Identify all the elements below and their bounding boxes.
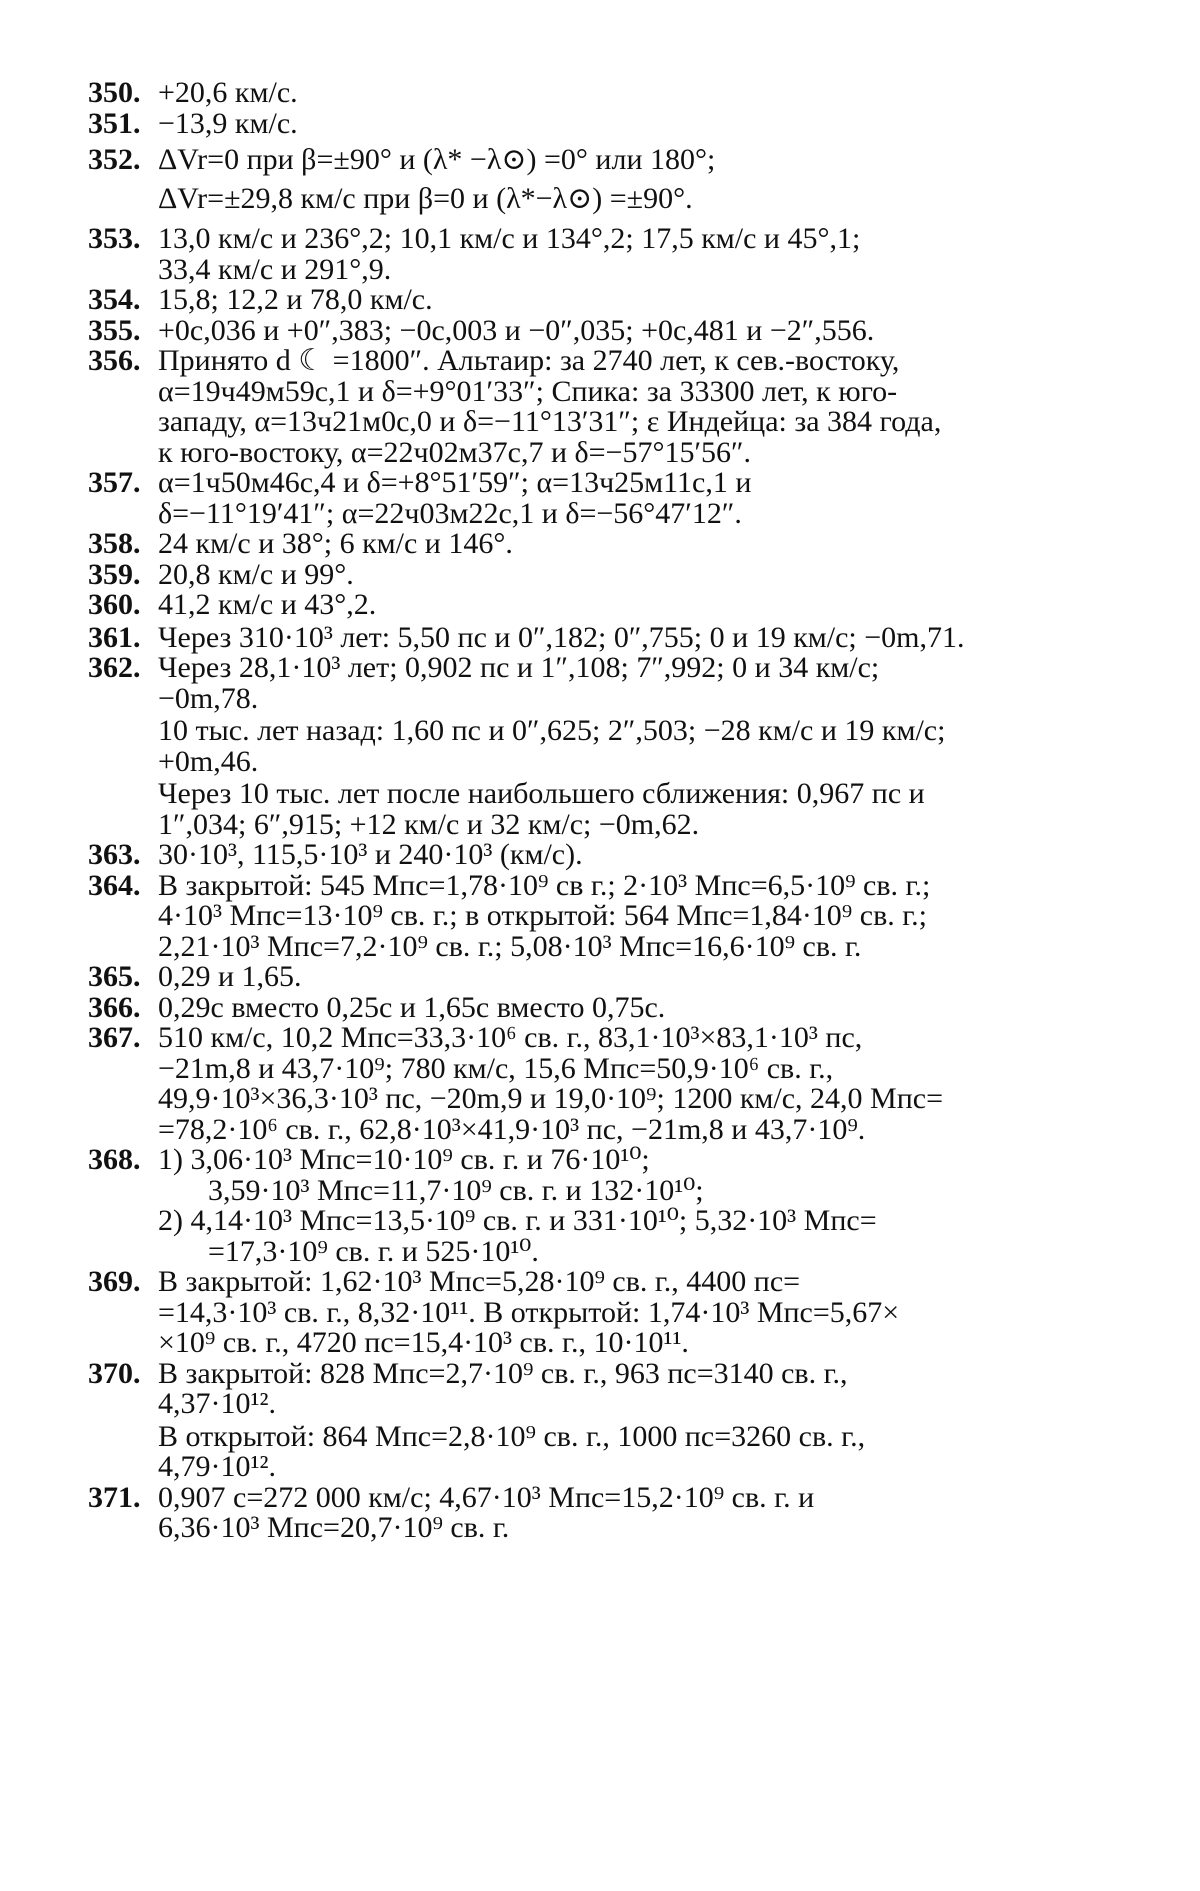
answer-text xyxy=(158,468,1118,529)
answer-number: 355. xyxy=(88,313,141,347)
answer-number: 352. xyxy=(88,143,141,176)
answer-number: 360. xyxy=(88,588,141,621)
answer-line: 0,907 c=272 000 км/с; 4,67·10³ Мпс=15,2·10⁹ св. г. и xyxy=(158,1480,815,1514)
answer-number: 354. xyxy=(88,283,141,316)
answer-entry xyxy=(88,620,1118,654)
answer-line: 10 тыс. лет назад: 1,60 пс и 0″,625; 2″,503; −28 км/с и 19 км/с; xyxy=(158,714,946,747)
answer-line: 2) 4,14·10³ Мпс=13,5·10⁹ св. г. и 331·10¹⁰; 5,32·10³ Мпс= xyxy=(158,1204,877,1237)
answer-entry xyxy=(88,840,1118,871)
answer-text xyxy=(158,529,1118,560)
answer-line: α=1ч50м46с,4 и δ=+8°51′59″; α=13ч25м11с,1 и xyxy=(158,466,752,499)
answer-number: 356. xyxy=(88,344,141,377)
answer-text xyxy=(158,557,1118,591)
answer-line: 30·10³, 115,5·10³ и 240·10³ (км/с). xyxy=(158,838,583,871)
answer-text xyxy=(158,1145,1118,1267)
answer-line: 15,8; 12,2 и 78,0 км/с. xyxy=(158,283,433,316)
answer-line: В закрытой: 1,62·10³ Мпс=5,28·10⁹ св. г., 4400 пс= xyxy=(158,1265,801,1298)
answer-line: 20,8 км/с и 99°. xyxy=(158,557,354,591)
answer-text xyxy=(158,590,1118,621)
answer-line: Принято d ☾ =1800″. Альтаир: за 2740 лет, к сев.-востоку, xyxy=(158,344,900,377)
answer-number: 358. xyxy=(88,527,141,560)
answer-entry xyxy=(88,529,1118,560)
answer-number: 364. xyxy=(88,868,141,902)
answer-text xyxy=(158,990,1118,1024)
answer-number: 357. xyxy=(88,466,141,499)
answer-line: 33,4 км/с и 291°,9. xyxy=(158,252,392,286)
answer-line: ΔVr=±29,8 км/с при β=0 и (λ*−λ⊙) =±90°. xyxy=(158,181,693,215)
answer-text xyxy=(158,313,1118,347)
answer-entry xyxy=(88,285,1118,316)
answer-entry xyxy=(88,145,1118,214)
answer-line: В закрытой: 828 Мпс=2,7·10⁹ св. г., 963 пс=3140 св. г., xyxy=(158,1356,848,1390)
answer-line: −0m,78. xyxy=(158,681,259,715)
answer-text xyxy=(158,145,1118,214)
answer-entry xyxy=(88,468,1118,529)
answer-text xyxy=(158,868,1118,963)
answer-line: +20,6 км/с. xyxy=(158,76,298,109)
answer-number: 366. xyxy=(88,990,141,1024)
answer-line: Через 28,1·10³ лет; 0,902 пс и 1″,108; 7″,992; 0 и 34 км/с; xyxy=(158,651,880,684)
answer-number: 363. xyxy=(88,838,141,871)
answer-entry xyxy=(88,590,1118,621)
answer-entry xyxy=(88,1356,1118,1483)
answer-text xyxy=(158,106,1118,140)
answer-text xyxy=(158,840,1118,871)
answer-line: =17,3·10⁹ св. г. и 525·10¹⁰. xyxy=(208,1234,539,1268)
answer-text xyxy=(158,620,1118,654)
answer-number: 350. xyxy=(88,76,141,109)
answer-number: 365. xyxy=(88,960,141,993)
answer-number: 351. xyxy=(88,106,141,140)
answer-line: к юго-востоку, α=22ч02м37с,7 и δ=−57°15′56″. xyxy=(158,435,752,469)
answer-text xyxy=(158,1356,1118,1483)
answer-number: 353. xyxy=(88,222,141,255)
answer-line: −13,9 км/с. xyxy=(158,106,298,140)
answer-text xyxy=(158,346,1118,468)
answer-line: 510 км/с, 10,2 Мпс=33,3·10⁶ св. г., 83,1·10³×83,1·10³ пс, xyxy=(158,1021,863,1054)
answer-entry xyxy=(88,1267,1118,1359)
answer-line: 0,29c вместо 0,25c и 1,65c вместо 0,75c. xyxy=(158,990,666,1024)
answer-number: 369. xyxy=(88,1265,141,1298)
answer-number: 370. xyxy=(88,1356,141,1390)
answer-number: 367. xyxy=(88,1021,141,1054)
answer-entry xyxy=(88,868,1118,963)
answer-line: Через 310·10³ лет: 5,50 пс и 0″,182; 0″,755; 0 и 19 км/с; −0m,71. xyxy=(158,620,965,654)
answer-line: =14,3·10³ св. г., 8,32·10¹¹. В открытой: 1,74·10³ Мпс=5,67× xyxy=(158,1295,900,1329)
answer-number: 361. xyxy=(88,620,141,654)
answer-line: 6,36·10³ Мпс=20,7·10⁹ св. г. xyxy=(158,1511,510,1544)
answer-line: +0m,46. xyxy=(158,744,259,778)
answer-line: 13,0 км/с и 236°,2; 10,1 км/с и 134°,2; 17,5 км/с и 45°,1; xyxy=(158,222,861,255)
answer-line: западу, α=13ч21м0с,0 и δ=−11°13′31″; ε Индейца: за 384 года, xyxy=(158,405,942,438)
answer-text xyxy=(158,1023,1118,1145)
answer-number: 371. xyxy=(88,1480,141,1514)
answer-entry xyxy=(88,557,1118,591)
answer-line: ×10⁹ св. г., 4720 пс=15,4·10³ св. г., 10·10¹¹. xyxy=(158,1326,689,1359)
answer-entry xyxy=(88,962,1118,993)
answer-entry xyxy=(88,1480,1118,1544)
answer-text xyxy=(158,1267,1118,1359)
answer-text xyxy=(158,653,1118,840)
answer-text xyxy=(158,1480,1118,1544)
answer-line: Через 10 тыс. лет после наибольшего сближения: 0,967 пс и xyxy=(158,777,925,810)
answer-entry xyxy=(88,313,1118,347)
answer-number: 362. xyxy=(88,651,141,684)
answer-line: 0,29 и 1,65. xyxy=(158,960,302,993)
answer-line: 41,2 км/с и 43°,2. xyxy=(158,588,377,621)
answer-entry xyxy=(88,346,1118,468)
answer-text xyxy=(158,962,1118,993)
answer-line: В открытой: 864 Мпс=2,8·10⁹ св. г., 1000 пс=3260 св. г., xyxy=(158,1419,866,1453)
answer-entry xyxy=(88,1023,1118,1145)
answer-line: 2,21·10³ Мпс=7,2·10⁹ св. г.; 5,08·10³ Мпс=16,6·10⁹ св. г. xyxy=(158,929,862,963)
answer-line: +0с,036 и +0″,383; −0с,003 и −0″,035; +0с,481 и −2″,556. xyxy=(158,313,875,347)
answer-line: 49,9·10³×36,3·10³ пс, −20m,9 и 19,0·10⁹; 1200 км/с, 24,0 Мпс= xyxy=(158,1082,944,1115)
answer-line: =78,2·10⁶ св. г., 62,8·10³×41,9·10³ пс, −21m,8 и 43,7·10⁹. xyxy=(158,1112,866,1146)
answer-number: 368. xyxy=(88,1143,141,1176)
answer-entry xyxy=(88,1145,1118,1267)
answer-entry xyxy=(88,106,1118,140)
answer-line: В закрытой: 545 Мпс=1,78·10⁹ св г.; 2·10³ Мпс=6,5·10⁹ св. г.; xyxy=(158,868,931,902)
answer-text xyxy=(158,285,1118,316)
answer-line: 1″,034; 6″,915; +12 км/с и 32 км/с; −0m,62. xyxy=(158,807,700,841)
answer-text xyxy=(158,78,1118,109)
answer-entry xyxy=(88,653,1118,840)
answer-line: 24 км/с и 38°; 6 км/с и 146°. xyxy=(158,527,513,560)
answer-line: 4·10³ Мпс=13·10⁹ св. г.; в открытой: 564 Мпс=1,84·10⁹ св. г.; xyxy=(158,899,927,932)
answer-line: ΔVr=0 при β=±90° и (λ* −λ⊙) =0° или 180°; xyxy=(158,143,716,176)
answer-line: δ=−11°19′41″; α=22ч03м22с,1 и δ=−56°47′12″. xyxy=(158,496,742,530)
answer-entry xyxy=(88,990,1118,1024)
answers-page xyxy=(88,78,1118,1544)
answer-entry xyxy=(88,224,1118,285)
answer-entry xyxy=(88,78,1118,109)
answer-line: −21m,8 и 43,7·10⁹; 780 км/с, 15,6 Мпс=50,9·10⁶ св. г., xyxy=(158,1051,834,1085)
answer-line: 4,37·10¹². xyxy=(158,1387,276,1420)
answer-line: 4,79·10¹². xyxy=(158,1450,276,1483)
answer-text xyxy=(158,224,1118,285)
answer-number: 359. xyxy=(88,557,141,591)
answer-line: α=19ч49м59с,1 и δ=+9°01′33″; Спика: за 33300 лет, к юго- xyxy=(158,374,898,408)
answer-line: 3,59·10³ Мпс=11,7·10⁹ св. г. и 132·10¹⁰; xyxy=(208,1173,704,1207)
answer-line: 1) 3,06·10³ Мпс=10·10⁹ св. г. и 76·10¹⁰; xyxy=(158,1143,650,1176)
